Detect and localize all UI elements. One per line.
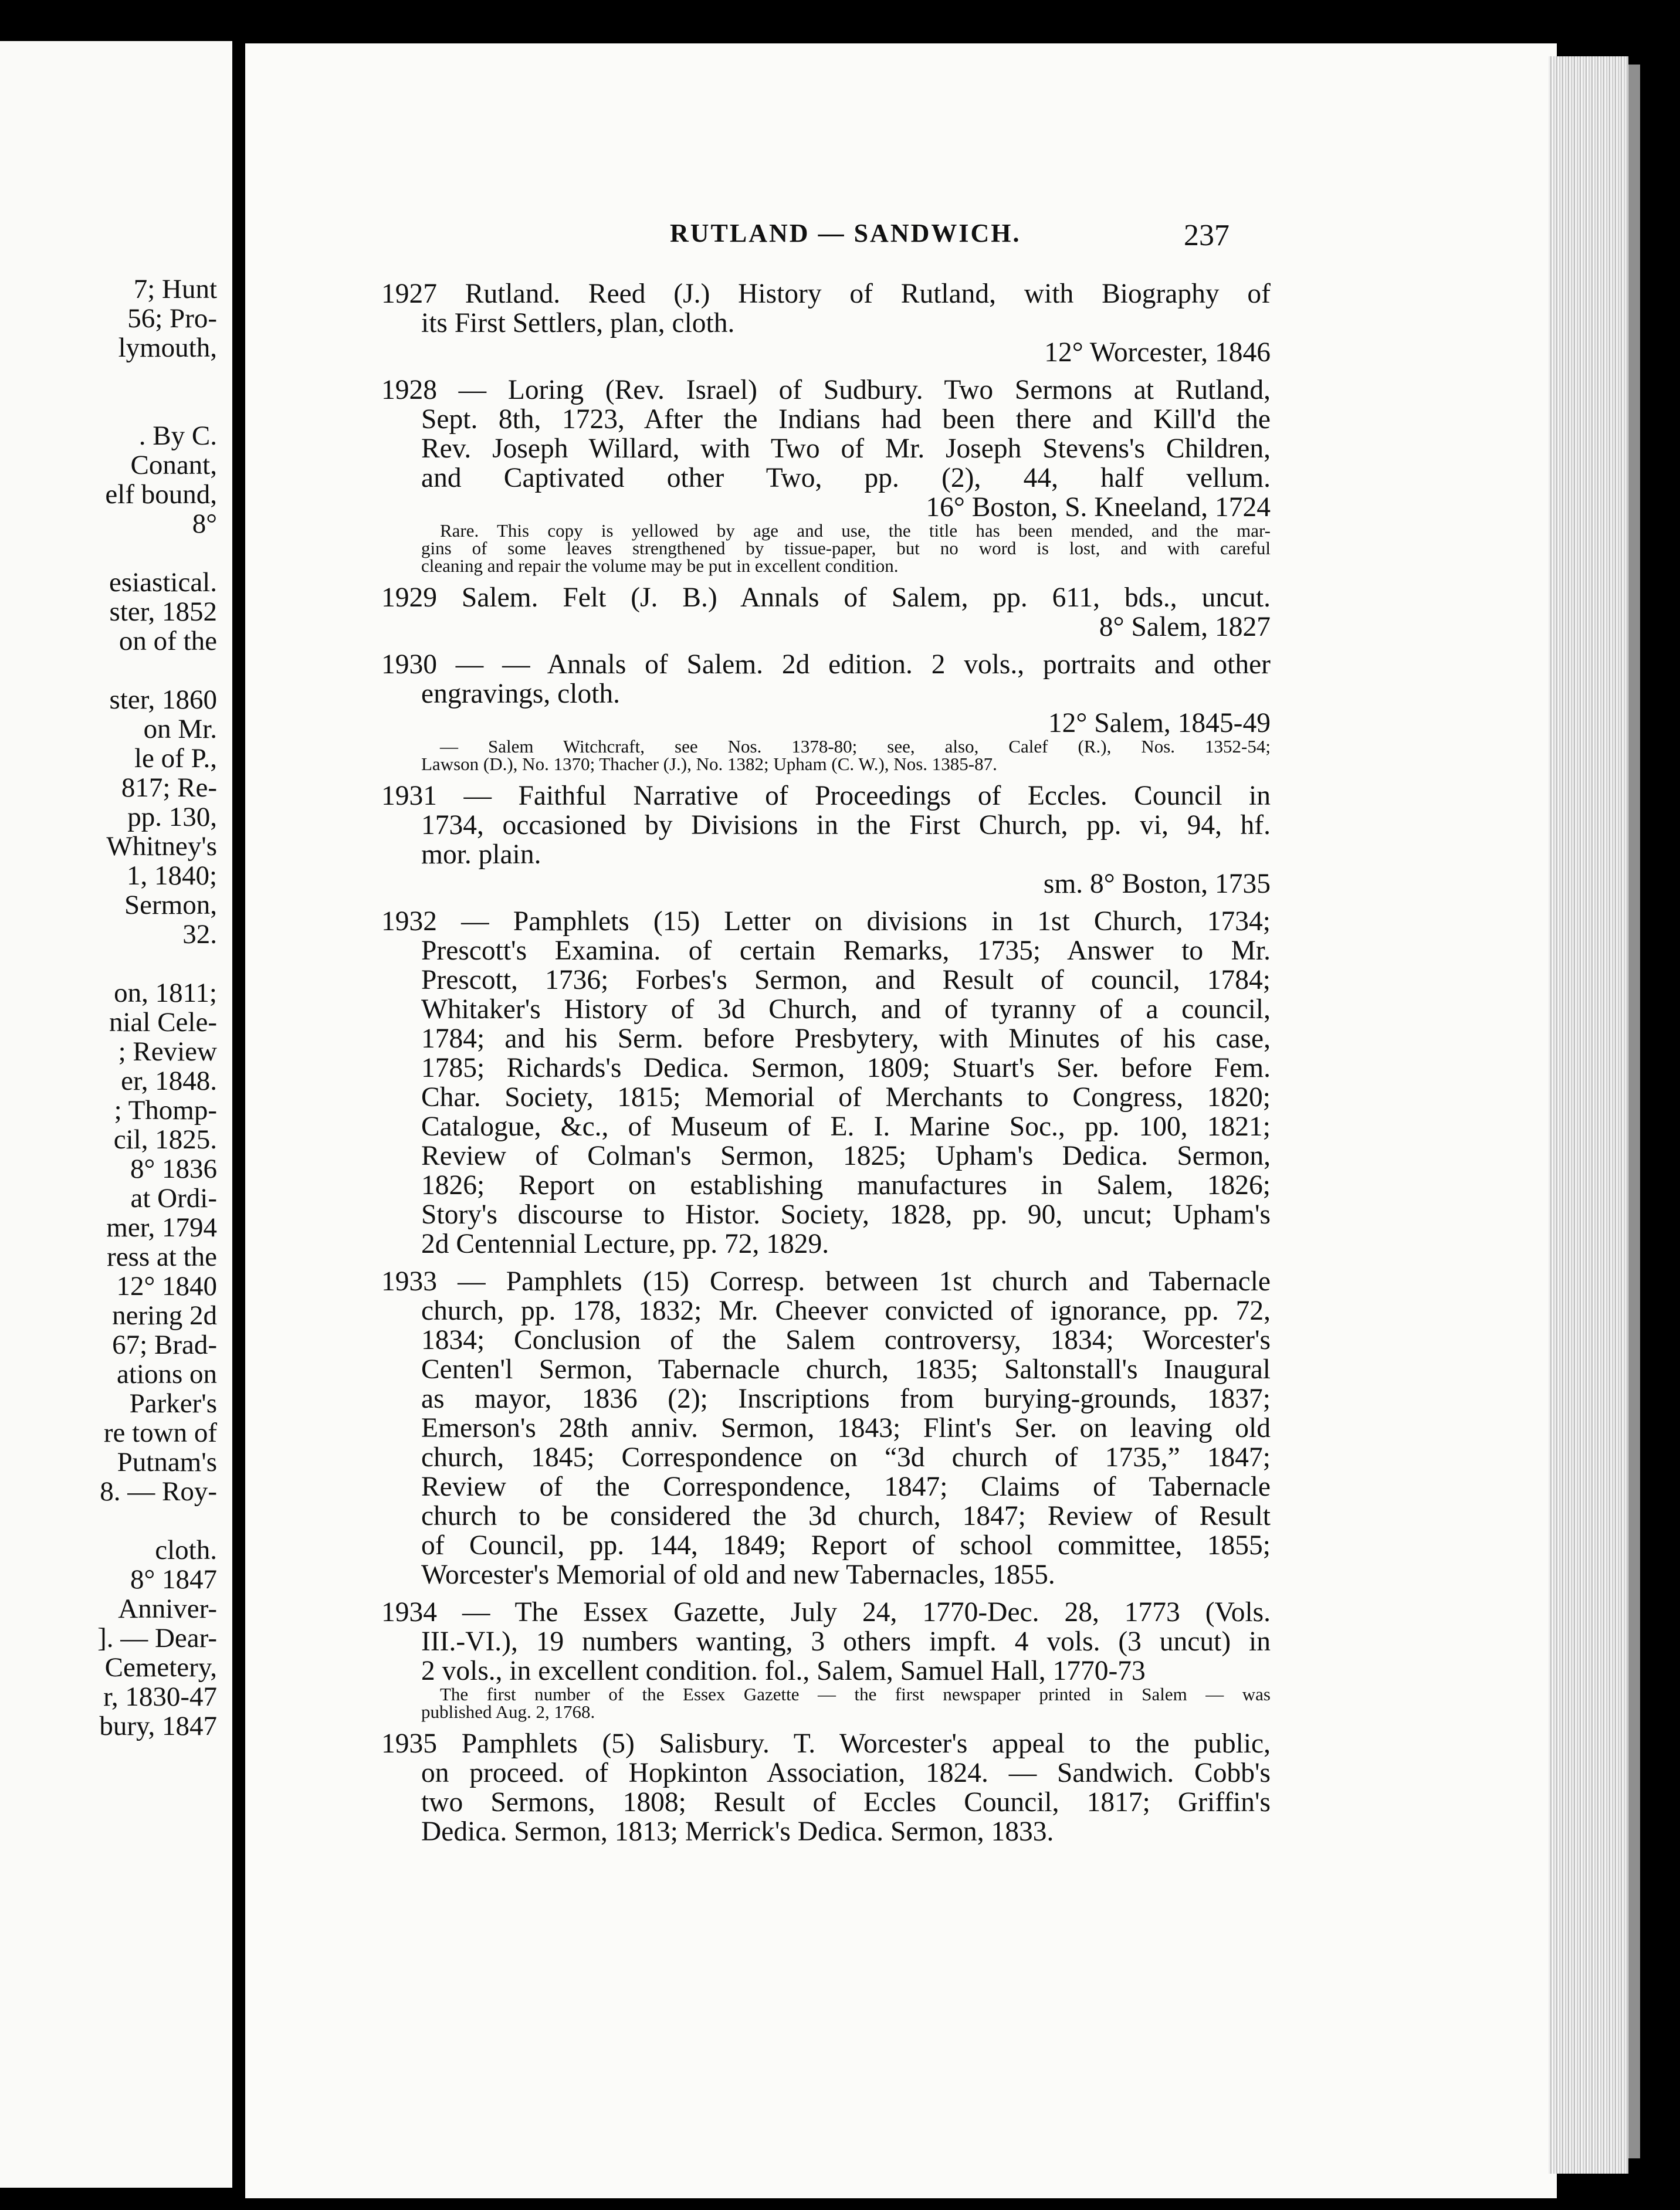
previous-page-line: nering 2d (112, 1300, 217, 1331)
previous-page-line: ; Thomp- (114, 1095, 217, 1126)
previous-page-line: . By C. (138, 421, 217, 451)
previous-page-line: nial Cele- (109, 1007, 217, 1038)
previous-page-line: 12° 1840 (116, 1271, 217, 1301)
previous-page-line: ations on (116, 1359, 217, 1389)
entry-line: Centen'l Sermon, Tabernacle church, 1835; Saltonstall's Inaugural (421, 1354, 1271, 1385)
entry-note-line: gins of some leaves strengthened by tissue-paper, but no word is lost, and with careful (421, 538, 1271, 558)
catalogue-entry (381, 375, 1271, 575)
entry-line: 1930 — — Annals of Salem. 2d edition. 2 vols., portraits and other (381, 649, 1271, 680)
previous-page-line: on Mr. (143, 714, 217, 744)
entry-line: two Sermons, 1808; Result of Eccles Council, 1817; Griffin's (421, 1787, 1271, 1818)
entry-line: its First Settlers, plan, cloth. (421, 308, 735, 338)
book-edge-shadow (1628, 65, 1640, 2158)
entry-line: 12° Worcester, 1846 (1044, 337, 1271, 368)
catalogue-entry (381, 583, 1271, 642)
entry-line: 1934 — The Essex Gazette, July 24, 1770-Dec. 28, 1773 (Vols. (381, 1597, 1271, 1628)
entry-line: Review of the Correspondence, 1847; Claims of Tabernacle (421, 1472, 1271, 1502)
entry-note-line: published Aug. 2, 1768. (421, 1701, 595, 1722)
entry-line: 12° Salem, 1845-49 (1048, 708, 1271, 738)
previous-page-line: 32. (182, 919, 217, 950)
entry-line: 1785; Richards's Dedica. Sermon, 1809; Stuart's Ser. before Fem. (421, 1053, 1271, 1083)
previous-page-line: Cemetery, (104, 1652, 217, 1683)
previous-page-line: 8° 1836 (130, 1154, 217, 1184)
entry-line: church to be considered the 3d church, 1847; Review of Result (421, 1501, 1271, 1531)
entry-line: sm. 8° Boston, 1735 (1043, 869, 1271, 899)
previous-page-line: ]. — Dear- (97, 1623, 217, 1653)
entry-note-line: The first number of the Essex Gazette — the first newspaper printed in Salem — was (440, 1684, 1271, 1704)
entry-line: III.-VI.), 19 numbers wanting, 3 others impft. 4 vols. (3 uncut) in (421, 1626, 1271, 1657)
entry-line: 1929 Salem. Felt (J. B.) Annals of Salem, pp. 611, bds., uncut. (381, 582, 1271, 613)
previous-page-line: Whitney's (106, 831, 217, 862)
entry-line: on proceed. of Hopkinton Association, 1824. — Sandwich. Cobb's (421, 1758, 1271, 1788)
catalogue-entry (381, 279, 1271, 367)
entry-line: as mayor, 1836 (2); Inscriptions from burying-grounds, 1837; (421, 1384, 1271, 1414)
catalogue-entry (381, 781, 1271, 899)
entry-line: 1927 Rutland. Reed (J.) History of Rutland, with Biography of (381, 279, 1271, 309)
entry-line: 1931 — Faithful Narrative of Proceedings of Eccles. Council in (381, 781, 1271, 811)
entry-line: 16° Boston, S. Kneeland, 1724 (926, 492, 1271, 523)
entry-line: Dedica. Sermon, 1813; Merrick's Dedica. Sermon, 1833. (421, 1816, 1054, 1847)
catalogue-entry (381, 1267, 1271, 1589)
previous-page-line: Anniver- (118, 1594, 217, 1624)
entry-line: engravings, cloth. (421, 679, 621, 709)
entry-line: 1784; and his Serm. before Presbytery, with Minutes of his case, (421, 1023, 1271, 1054)
previous-page-line: pp. 130, (127, 802, 217, 832)
entry-line: mor. plain. (421, 839, 541, 870)
previous-page-line: elf bound, (105, 479, 217, 510)
entry-line: 1935 Pamphlets (5) Salisbury. T. Worcester's appeal to the public, (381, 1728, 1271, 1759)
catalogue-entry (381, 907, 1271, 1259)
entry-note-line: cleaning and repair the volume may be put in excellent condition. (421, 555, 899, 576)
previous-page-line: at Ordi- (130, 1183, 217, 1214)
entry-line: and Captivated other Two, pp. (2), 44, half vellum. (421, 463, 1271, 493)
entry-line: Whitaker's History of 3d Church, and of tyranny of a council, (421, 994, 1271, 1025)
previous-page-line: r, 1830-47 (103, 1682, 217, 1712)
entry-line: 2d Centennial Lecture, pp. 72, 1829. (421, 1229, 829, 1259)
entry-line: church, pp. 178, 1832; Mr. Cheever convicted of ignorance, pp. 72, (421, 1296, 1271, 1326)
previous-page-line: Sermon, (124, 890, 217, 920)
entry-line: of Council, pp. 144, 1849; Report of school committee, 1855; (421, 1530, 1271, 1561)
previous-page-line: ster, 1860 (109, 684, 217, 715)
previous-page-line: le of P., (134, 743, 217, 774)
previous-page-line: ; Review (118, 1036, 217, 1067)
catalogue-entry (381, 650, 1271, 773)
previous-page-line: cil, 1825. (113, 1124, 217, 1155)
entry-note-line: Lawson (D.), No. 1370; Thacher (J.), No. 1382; Upham (C. W.), Nos. 1385-87. (421, 754, 997, 774)
previous-page-line: bury, 1847 (99, 1711, 217, 1741)
catalogue-entries (381, 279, 1271, 1855)
previous-page-line: 8. — Roy- (100, 1476, 217, 1507)
entry-line: 8° Salem, 1827 (1099, 612, 1271, 642)
entry-line: Story's discourse to Histor. Society, 1828, pp. 90, uncut; Upham's (421, 1199, 1271, 1230)
entry-line: 1932 — Pamphlets (15) Letter on divisions in 1st Church, 1734; (381, 906, 1271, 937)
previous-page-line: 56; Pro- (127, 303, 217, 334)
previous-page-line: er, 1848. (121, 1066, 217, 1096)
entry-line: Rev. Joseph Willard, with Two of Mr. Joseph Stevens's Children, (421, 433, 1271, 464)
entry-line: Catalogue, &c., of Museum of E. I. Marine Soc., pp. 100, 1821; (421, 1111, 1271, 1142)
previous-page-line: re town of (103, 1418, 217, 1448)
running-title: RUTLAND — SANDWICH. (670, 219, 1021, 248)
previous-page-line: 817; Re- (121, 772, 217, 803)
previous-page-line: ress at the (107, 1242, 217, 1272)
previous-page-line: on of the (118, 626, 217, 656)
catalogue-entry (381, 1729, 1271, 1846)
previous-page-line: cloth. (155, 1535, 217, 1565)
entry-line: Char. Society, 1815; Memorial of Merchants to Congress, 1820; (421, 1082, 1271, 1113)
previous-page-line: lymouth, (118, 333, 217, 363)
previous-page-line: Conant, (130, 450, 217, 480)
page-number: 237 (1184, 219, 1229, 252)
previous-page-line: Parker's (129, 1388, 217, 1419)
entry-line: 1826; Report on establishing manufactures in Salem, 1826; (421, 1170, 1271, 1201)
entry-line: church, 1845; Correspondence on “3d church of 1735,” 1847; (421, 1442, 1271, 1473)
entry-note-line: — Salem Witchcraft, see Nos. 1378-80; see, also, Calef (R.), Nos. 1352-54; (440, 736, 1271, 757)
previous-page-line: 67; Brad- (112, 1330, 217, 1360)
entry-line: 1734, occasioned by Divisions in the First Church, pp. vi, 94, hf. (421, 810, 1271, 840)
previous-page (0, 41, 232, 2188)
previous-page-line: Putnam's (117, 1447, 217, 1477)
previous-page-line: 1, 1840; (126, 860, 217, 891)
previous-page-line: 8° 1847 (130, 1564, 217, 1595)
entry-line: 1928 — Loring (Rev. Israel) of Sudbury. Two Sermons at Rutland, (381, 375, 1271, 405)
entry-line: Sept. 8th, 1723, After the Indians had been there and Kill'd the (421, 404, 1271, 435)
previous-page-line: mer, 1794 (106, 1212, 217, 1243)
previous-page-line: on, 1811; (114, 978, 217, 1008)
entry-line: Emerson's 28th anniv. Sermon, 1843; Flint's Ser. on leaving old (421, 1413, 1271, 1443)
entry-line: 1834; Conclusion of the Salem controversy, 1834; Worcester's (421, 1325, 1271, 1355)
previous-page-line: 8° (192, 509, 217, 539)
previous-page-line: 7; Hunt (133, 274, 217, 304)
entry-line: Prescott, 1736; Forbes's Sermon, and Result of council, 1784; (421, 965, 1271, 995)
page-edges (1549, 56, 1628, 2174)
entry-line: 1933 — Pamphlets (15) Corresp. between 1st church and Tabernacle (381, 1266, 1271, 1297)
entry-line: 2 vols., in excellent condition. fol., Salem, Samuel Hall, 1770-73 (421, 1656, 1146, 1686)
entry-line: Review of Colman's Sermon, 1825; Upham's Dedica. Sermon, (421, 1141, 1271, 1171)
entry-line: Prescott's Examina. of certain Remarks, 1735; Answer to Mr. (421, 935, 1271, 966)
entry-note-line: Rare. This copy is yellowed by age and use, the title has been mended, and the mar- (440, 520, 1271, 541)
catalogue-entry (381, 1598, 1271, 1721)
previous-page-line: esiastical. (109, 567, 217, 598)
entry-line: Worcester's Memorial of old and new Tabernacles, 1855. (421, 1560, 1055, 1590)
previous-page-line: ster, 1852 (109, 596, 217, 627)
